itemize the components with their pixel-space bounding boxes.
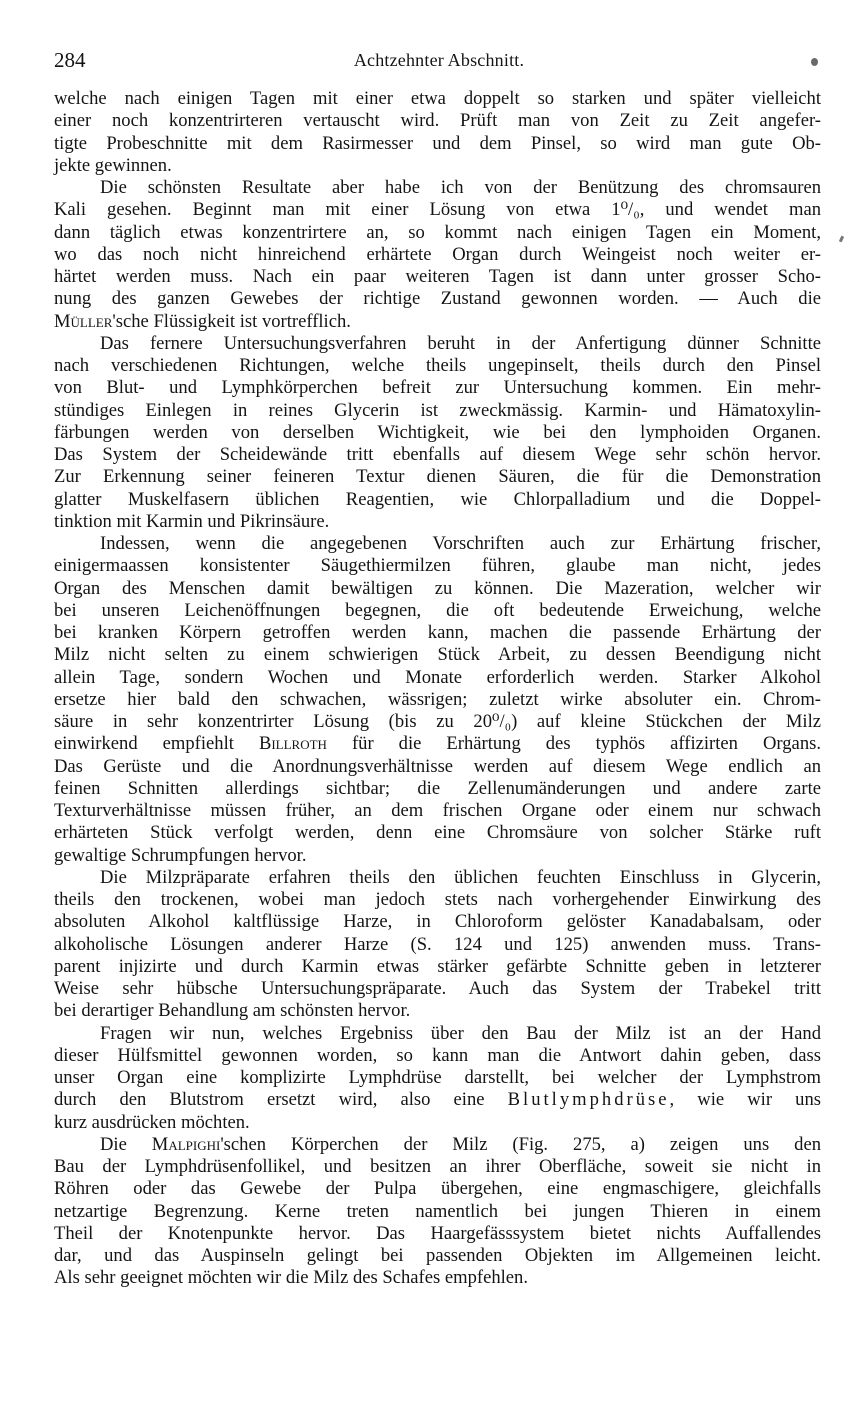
text-line: einigermaassen konsistenter Säugethiermilzen führen, glaube man nicht, jedes (54, 555, 821, 577)
text-line: netzartige Begrenzung. Kerne treten namentlich bei jungen Thieren in einem (54, 1200, 821, 1222)
text-line: Fragen wir nun, welches Ergebniss über den Bau der Milz ist an der Hand (100, 1022, 821, 1044)
text-line: alkoholische Lösungen anderer Harze (S. 124 und 125) anwenden muss. Trans- (54, 933, 821, 955)
text-line: von Blut- und Lymphkörperchen befreit zur Untersuchung kommen. Ein mehr- (54, 377, 821, 399)
text-line: theils den trockenen, wobei man jedoch stets nach vorhergehender Einwirkung des (54, 889, 821, 910)
paragraph (54, 867, 821, 1023)
paragraph (54, 88, 821, 177)
author-name: Müller (54, 310, 113, 332)
text-line: Bau der Lymphdrüsenfollikel, und besitzen an ihrer Oberfläche, soweit sie nicht in (54, 1156, 821, 1177)
body-text (54, 88, 821, 1290)
text-line: Die Malpighi'schen Körperchen der Milz (Fig. 275, a) zeigen uns den (100, 1133, 821, 1155)
page-header (54, 48, 824, 78)
text-line: Organ des Menschen damit bewältigen zu können. Die Mazeration, welcher wir (54, 577, 821, 599)
paragraph (54, 177, 821, 333)
text-line: Milz nicht selten zu einem schwierigen Stück Arbeit, zu dessen Beendigung nicht (54, 644, 821, 666)
text-line: säure in sehr konzentrirter Lösung (bis zu 20⁰/₀) auf kleine Stückchen der Milz (54, 711, 821, 732)
text-line: färbungen werden von derselben Wichtigkeit, wie bei den lymphoiden Organen. (54, 421, 821, 443)
text-line: absoluten Alkohol kaltflüssige Harze, in Chloroform gelöster Kanadabalsam, oder (54, 911, 821, 933)
text-line: ersetze hier bald den schwachen, wässrigen; zuletzt wirke absoluter ein. Chrom- (54, 688, 821, 710)
text-line: Müller'sche Flüssigkeit ist vortrefflich. (54, 310, 351, 332)
text-line: nach verschiedenen Richtungen, welche theils ungepinselt, theils durch den Pinsel (54, 355, 821, 376)
text-line: glatter Muskelfasern üblichen Reagentien, wie Chlorpalladium und die Doppel- (54, 488, 821, 510)
text-line: durch den Blutstrom ersetzt wird, also eine Blutlymphdrüse, wie wir uns (54, 1089, 821, 1111)
text-line: Die Milzpräparate erfahren theils den üblichen feuchten Einschluss in Glycerin, (100, 866, 821, 888)
text-line: Kali gesehen. Beginnt man mit einer Lösung von etwa 1⁰/₀, und wendet man (54, 199, 821, 221)
text-line: bei unseren Leichenöffnungen begegnen, die oft bedeutende Erweichung, welche (54, 599, 821, 621)
text-line: Theil der Knotenpunkte hervor. Das Haargefässsystem bietet nichts Auffallendes (54, 1222, 821, 1244)
text-line: parent injizirte und durch Karmin etwas stärker gefärbte Schnitte geben in letzterer (54, 955, 821, 977)
text-line: einer noch konzentrirteren vertauscht wird. Prüft man von Zeit zu Zeit angefer- (54, 110, 821, 132)
text-line: kurz ausdrücken möchten. (54, 1111, 250, 1133)
text-line: dann täglich etwas konzentrirtere an, so kommt nach einigen Tagen ein Moment, (54, 221, 821, 243)
text-line: stündiges Einlegen in reines Glycerin ist zweckmässig. Karmin- und Hämatoxylin- (54, 399, 821, 421)
running-head: Achtzehnter Abschnitt. (353, 50, 525, 70)
text-line: Das fernere Untersuchungsverfahren beruht in der Anfertigung dünner Schnitte (100, 332, 821, 354)
text-line: bei kranken Körpern getroffen werden kann, machen die passende Erhärtung der (54, 622, 821, 643)
paragraph (54, 1023, 821, 1134)
emphasis: Blutlymphdrüse (507, 1089, 670, 1111)
text-line: Als sehr geeignet möchten wir die Milz des Schafes empfehlen. (54, 1267, 528, 1289)
text-line: dieser Hülfsmittel gewonnen worden, so kann man die Antwort dahin geben, dass (54, 1044, 821, 1066)
paragraph (54, 1134, 821, 1290)
stray-mark (839, 236, 844, 243)
text-line: Röhren oder das Gewebe der Pulpa übergehen, eine engmaschigere, gleichfalls (54, 1178, 821, 1200)
text-line: tinktion mit Karmin und Pikrinsäure. (54, 510, 330, 532)
text-line: Indessen, wenn die angegebenen Vorschriften auch zur Erhärtung frischer, (100, 533, 821, 554)
text-line: wo das noch nicht hinreichend erhärtete Organ durch Weingeist noch weiter er- (54, 243, 821, 265)
text-line: gewaltige Schrumpfungen hervor. (54, 844, 307, 866)
text-line: Texturverhältnisse müssen früher, an dem frischen Organe oder einem nur schwach (54, 800, 821, 821)
text-line: tigte Probeschnitte mit dem Rasirmesser und dem Pinsel, so wird man gute Ob- (54, 132, 821, 154)
text-line: bei derartiger Behandlung am schönsten hervor. (54, 1000, 411, 1022)
text-line: feinen Schnitten allerdings sichtbar; die Zellenumänderungen und andere zarte (54, 777, 821, 799)
text-line: Das System der Scheidewände tritt ebenfalls auf diesem Wege sehr schön hervor. (54, 444, 821, 465)
text-line: dar, und das Auspinseln gelingt bei passenden Objekten im Allgemeinen leicht. (54, 1245, 821, 1266)
paragraph (54, 533, 821, 867)
text-line: unser Organ eine komplizirte Lymphdrüse darstellt, bei welcher der Lymphstrom (54, 1067, 821, 1088)
text-line: erhärteten Stück verfolgt werden, denn eine Chromsäure von solcher Stärke ruft (54, 822, 821, 844)
author-name: Billroth (258, 733, 327, 755)
ink-smudge (811, 58, 818, 66)
text-line: welche nach einigen Tagen mit einer etwa doppelt so starken und später vielleicht (54, 88, 821, 109)
text-line: Weise sehr hübsche Untersuchungspräparate. Auch das System der Trabekel tritt (54, 978, 821, 999)
author-name: Malpighi (151, 1133, 221, 1155)
text-line: einwirkend empfiehlt Billroth für die Erhärtung des typhös affizirten Organs. (54, 733, 821, 755)
text-line: härtet werden muss. Nach ein paar weiteren Tagen ist dann unter grosser Scho- (54, 266, 821, 287)
text-line: allein Tage, sondern Wochen und Monate erforderlich werden. Starker Alkohol (54, 666, 821, 688)
text-line: Das Gerüste und die Anordnungsverhältnisse werden auf diesem Wege endlich an (54, 755, 821, 777)
text-line: jekte gewinnen. (54, 154, 172, 176)
text-line: Zur Erkennung seiner feineren Textur dienen Säuren, die für die Demonstration (54, 466, 821, 488)
page-number: 284 (54, 48, 86, 72)
text-line: nung des ganzen Gewebes der richtige Zustand gewonnen worden. — Auch die (54, 288, 821, 310)
text-line: Die schönsten Resultate aber habe ich von der Benützung des chromsauren (100, 177, 821, 198)
paragraph (54, 333, 821, 533)
